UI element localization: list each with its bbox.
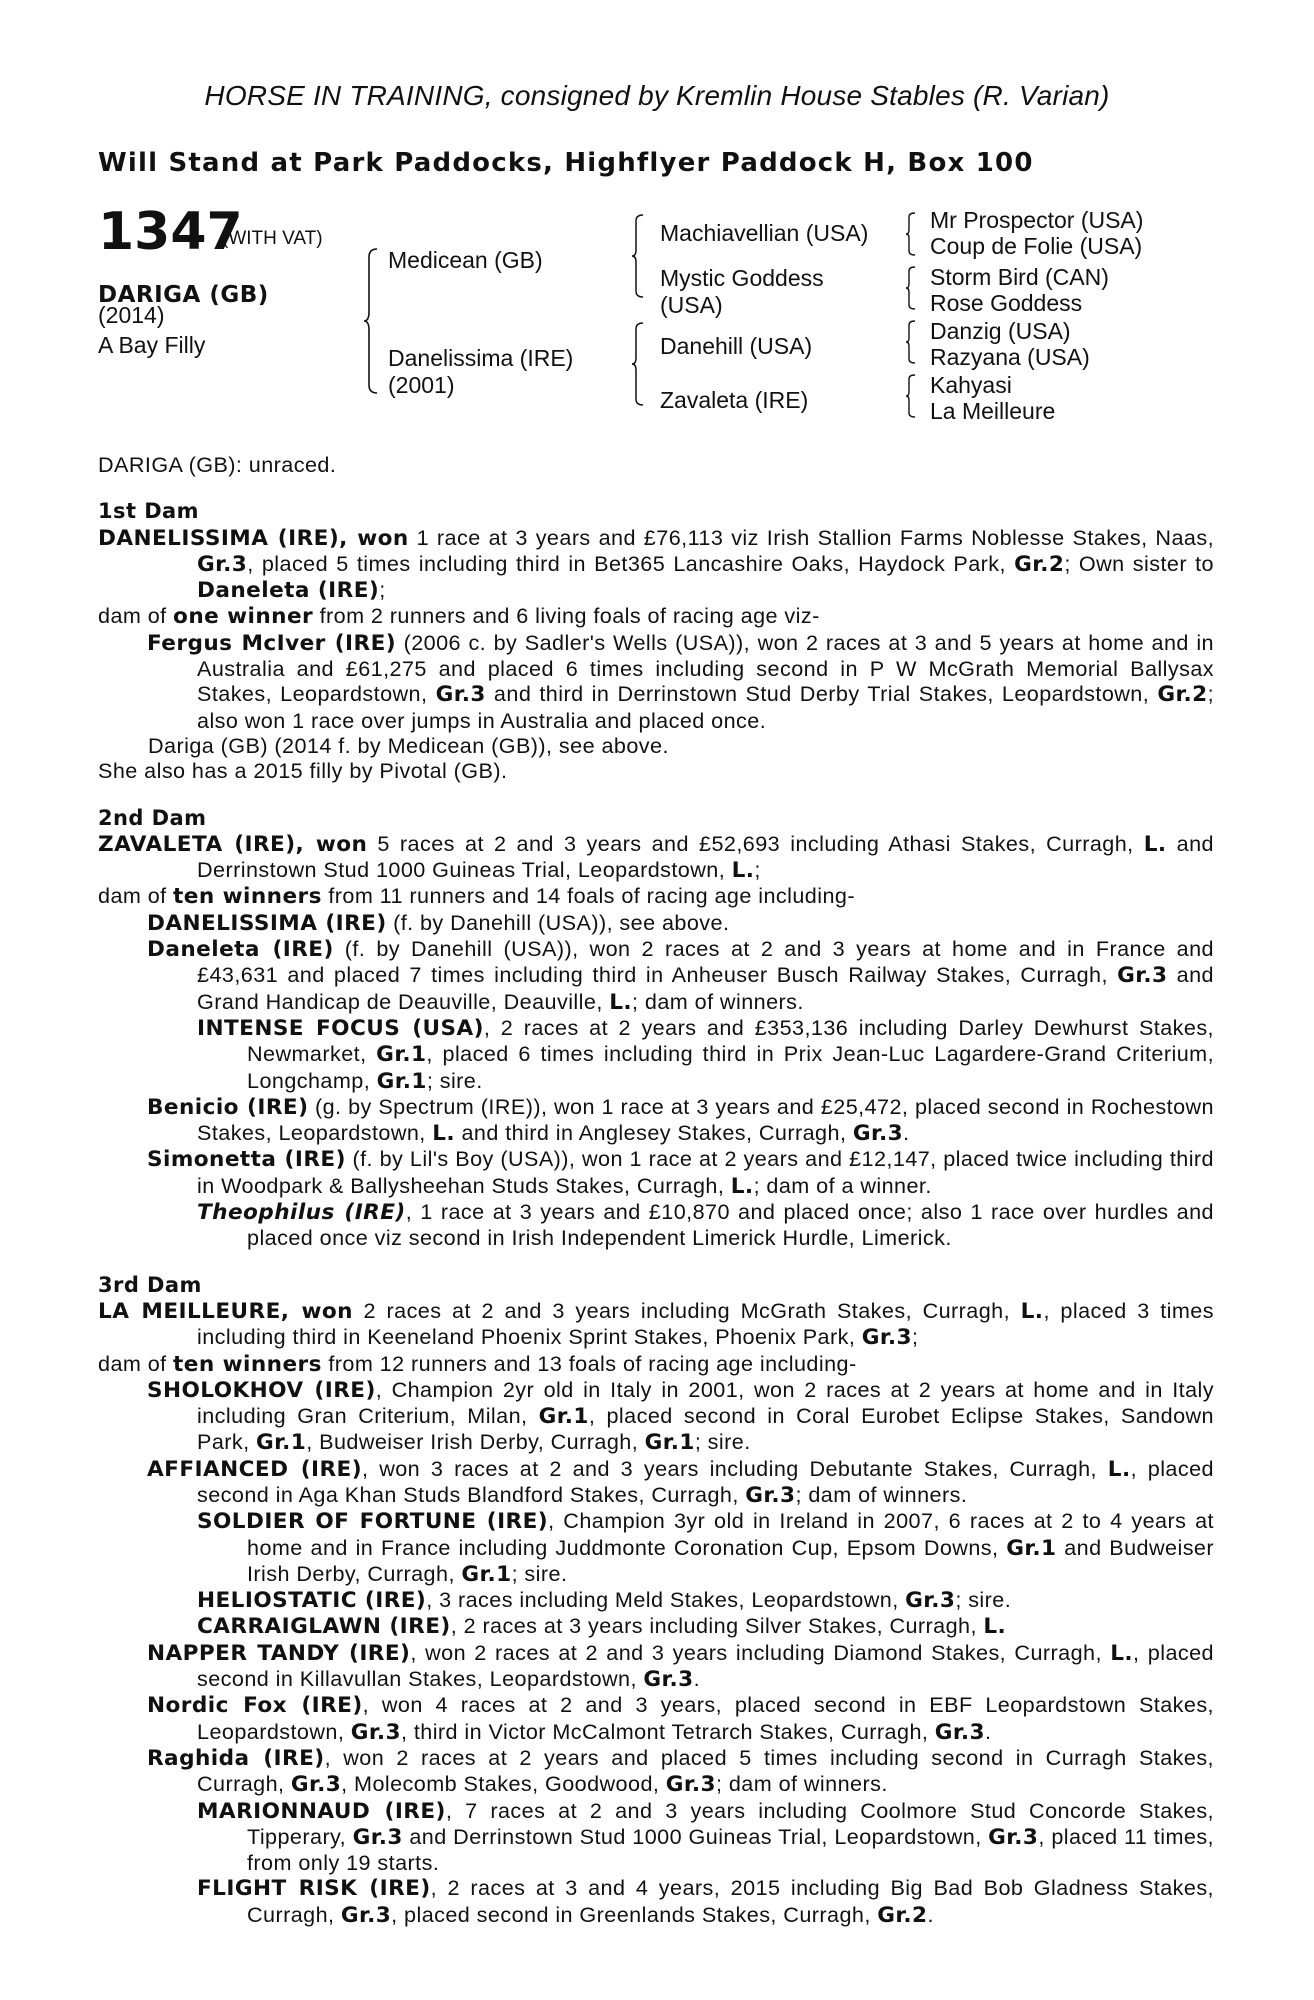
first-dam-heading: 1st Dam	[98, 499, 199, 524]
produce-entry: Daneleta (IRE) (f. by Danehill (USA)), won 2 races at 2 and 3 years at home and in France and £43,631 and placed 7 times including third in Anheuser Busch Railway Stakes, Curragh, Gr.3 and Grand Handicap de Deauville, Deauville, L.; dam of winners.	[147, 936, 1214, 1015]
produce-entry: Nordic Fox (IRE), won 4 races at 2 and 3 years, placed second in EBF Leopardstown Stakes, Leopardstown, Gr.3, third in Victor McCalmont Tetrarch Stakes, Curragh, Gr.3.	[147, 1692, 1214, 1745]
pedigree-ancestor: La Meilleure	[930, 398, 1056, 424]
pedigree-ancestor: Kahyasi	[930, 372, 1012, 398]
second-dam-entry: ZAVALETA (IRE), won 5 races at 2 and 3 years and £52,693 including Athasi Stakes, Curragh, L. and Derrinstown Stud 1000 Guineas Trial, Leopardstown, L.;	[98, 830, 1214, 884]
pedigree-brace-g2	[906, 266, 916, 310]
lot-number: 1347	[98, 202, 243, 262]
pedigree-brace-g1	[906, 212, 916, 256]
pedigree-brace-g4	[906, 374, 916, 418]
pedigree-dam: Danelissima (IRE)	[388, 345, 574, 371]
dam-name: LA MEILLEURE	[98, 1298, 281, 1324]
pedigree-brace-dam	[632, 322, 644, 406]
stand-location: Will Stand at Park Paddocks, Highflyer Paddock H, Box 100	[98, 148, 1034, 178]
unraced-note: DARIGA (GB): unraced.	[98, 452, 337, 477]
pedigree-ancestor: Coup de Folie (USA)	[930, 233, 1143, 259]
pedigree-dam-dam: Zavaleta (IRE)	[660, 387, 809, 413]
first-dam-produce-summary: dam of one winner from 2 runners and 6 living foals of racing age viz-	[98, 603, 820, 630]
produce-entry: MARIONNAUD (IRE), 7 races at 2 and 3 years including Coolmore Stud Concorde Stakes, Tipperary, Gr.3 and Derrinstown Stud 1000 Guineas Trial, Leopardstown, Gr.3, placed 11 times, from only 19 starts.	[197, 1797, 1214, 1876]
produce-entry: AFFIANCED (IRE), won 3 races at 2 and 3 years including Debutante Stakes, Curragh, L., placed second in Aga Khan Studs Blandford Stakes, Curragh, Gr.3; dam of winners.	[147, 1455, 1214, 1508]
consignment-header: HORSE IN TRAINING, consigned by Kremlin House Stables (R. Varian)	[204, 80, 1110, 111]
pedigree-ancestor: Mr Prospector (USA)	[930, 207, 1144, 233]
produce-entry: CARRAIGLAWN (IRE), 2 races at 3 years including Silver Stakes, Curragh, L.	[197, 1613, 1007, 1640]
third-dam-entry: LA MEILLEURE, won 2 races at 2 and 3 years including McGrath Stakes, Curragh, L., placed 3 times including third in Keeneland Phoenix Sprint Stakes, Phoenix Park, Gr.3;	[98, 1297, 1214, 1351]
horse-description: A Bay Filly	[98, 332, 206, 358]
pedigree-ancestor: Rose Goddess	[930, 290, 1083, 316]
produce-entry: DANELISSIMA (IRE) (f. by Danehill (USA)), see above.	[147, 909, 730, 936]
produce-entry: Benicio (IRE) (g. by Spectrum (IRE)), won 1 race at 3 years and £25,472, placed second in Rochestown Stakes, Leopardstown, L. and third in Anglesey Stakes, Curragh, Gr.3.	[147, 1093, 1214, 1147]
produce-entry: Theophilus (IRE), 1 race at 3 years and £10,870 and placed once; also 1 race over hurdles and placed once viz second in Irish Independent Limerick Hurdle, Limerick.	[197, 1199, 1214, 1251]
foaling-year: (2014)	[98, 302, 165, 328]
produce-entry: SOLDIER OF FORTUNE (IRE), Champion 3yr old in Ireland in 2007, 6 races at 2 to 4 years at home and in France including Juddmonte Coronation Cup, Epsom Downs, Gr.1 and Budweiser Irish Derby, Curragh, Gr.1; sire.	[197, 1508, 1214, 1587]
third-dam-produce-summary: dam of ten winners from 12 runners and 13 foals of racing age including-	[98, 1350, 857, 1377]
catalogue-body	[98, 452, 1214, 1928]
second-dam-heading: 2nd Dam	[98, 805, 207, 830]
produce-entry: SHOLOKHOV (IRE), Champion 2yr old in Italy in 2001, won 2 races at 2 years at home and in Italy including Gran Criterium, Milan, Gr.1, placed second in Coral Eurobet Eclipse Stakes, Sandown Park, Gr.1, Budweiser Irish Derby, Curragh, Gr.1; sire.	[147, 1376, 1214, 1456]
pedigree-sire-dam-country: (USA)	[660, 292, 723, 318]
pedigree-sire-sire: Machiavellian (USA)	[660, 220, 869, 246]
produce-entry: INTENSE FOCUS (USA), 2 races at 2 years and £353,136 including Darley Dewhurst Stakes, Newmarket, Gr.1, placed 6 times including third in Prix Jean-Luc Lagardere-Grand Criterium, Longchamp, Gr.1; sire.	[197, 1014, 1214, 1094]
produce-entry: FLIGHT RISK (IRE), 2 races at 3 and 4 years, 2015 including Big Bad Bob Gladness Stakes, Curragh, Gr.3, placed second in Greenlands Stakes, Curragh, Gr.2.	[197, 1875, 1214, 1928]
pedigree-dam-year: (2001)	[388, 372, 455, 398]
vat-note: (WITH VAT)	[222, 228, 323, 249]
produce-entry: Simonetta (IRE) (f. by Lil's Boy (USA)), won 1 race at 2 years and £12,147, placed twice including third in Woodpark & Ballysheehan Studs Stakes, Curragh, L.; dam of a winner.	[147, 1146, 1214, 1199]
pedigree-ancestor: Storm Bird (CAN)	[930, 264, 1109, 290]
pedigree-brace-main	[364, 248, 378, 394]
produce-entry: Raghida (IRE), won 2 races at 2 years and placed 5 times including second in Curragh Stakes, Curragh, Gr.3, Molecomb Stakes, Goodwood, Gr.3; dam of winners.	[147, 1744, 1214, 1798]
dam-name: ZAVALETA (IRE)	[98, 831, 296, 857]
pedigree-brace-g3	[906, 320, 916, 364]
produce-entry: HELIOSTATIC (IRE), 3 races including Meld Stakes, Leopardstown, Gr.3; sire.	[197, 1587, 1012, 1614]
second-dam-produce-summary: dam of ten winners from 11 runners and 14 foals of racing age including-	[98, 883, 855, 910]
horse-name: DARIGA (GB)	[98, 282, 269, 308]
first-dam-entry: DANELISSIMA (IRE), won 1 race at 3 years and £76,113 viz Irish Stallion Farms Noblesse Stakes, Naas, Gr.3, placed 5 times including third in Bet365 Lancashire Oaks, Haydock Park, Gr.2; Own sister to Daneleta (IRE);	[98, 524, 1215, 604]
third-dam-heading: 3rd Dam	[98, 1272, 202, 1297]
pedigree-dam-sire: Danehill (USA)	[660, 333, 813, 359]
produce-entry: NAPPER TANDY (IRE), won 2 races at 2 and 3 years including Diamond Stakes, Curragh, L., placed second in Killavullan Stakes, Leopardstown, Gr.3.	[147, 1639, 1214, 1693]
produce-entry: Dariga (GB) (2014 f. by Medicean (GB)), see above.	[148, 732, 669, 758]
pedigree-sire-dam: Mystic Goddess	[660, 265, 824, 291]
won-label: won	[357, 525, 409, 551]
pedigree-ancestor: Razyana (USA)	[930, 344, 1090, 370]
dam-name: DANELISSIMA (IRE)	[98, 525, 340, 551]
pedigree-brace-sire	[632, 214, 644, 298]
pedigree-sire: Medicean (GB)	[388, 247, 543, 273]
pedigree-ancestor: Danzig (USA)	[930, 318, 1071, 344]
produce-note: She also has a 2015 filly by Pivotal (GB).	[98, 758, 508, 784]
produce-entry: Fergus McIver (IRE) (2006 c. by Sadler's Wells (USA)), won 2 races at 3 and 5 years at home and in Australia and £61,275 and placed 6 times including second in P W McGrath Memorial Ballysax Stakes, Leopardstown, Gr.3 and third in Derrinstown Stud Derby Trial Stakes, Leopardstown, Gr.2; also won 1 race over jumps in Australia and placed once.	[147, 629, 1214, 733]
